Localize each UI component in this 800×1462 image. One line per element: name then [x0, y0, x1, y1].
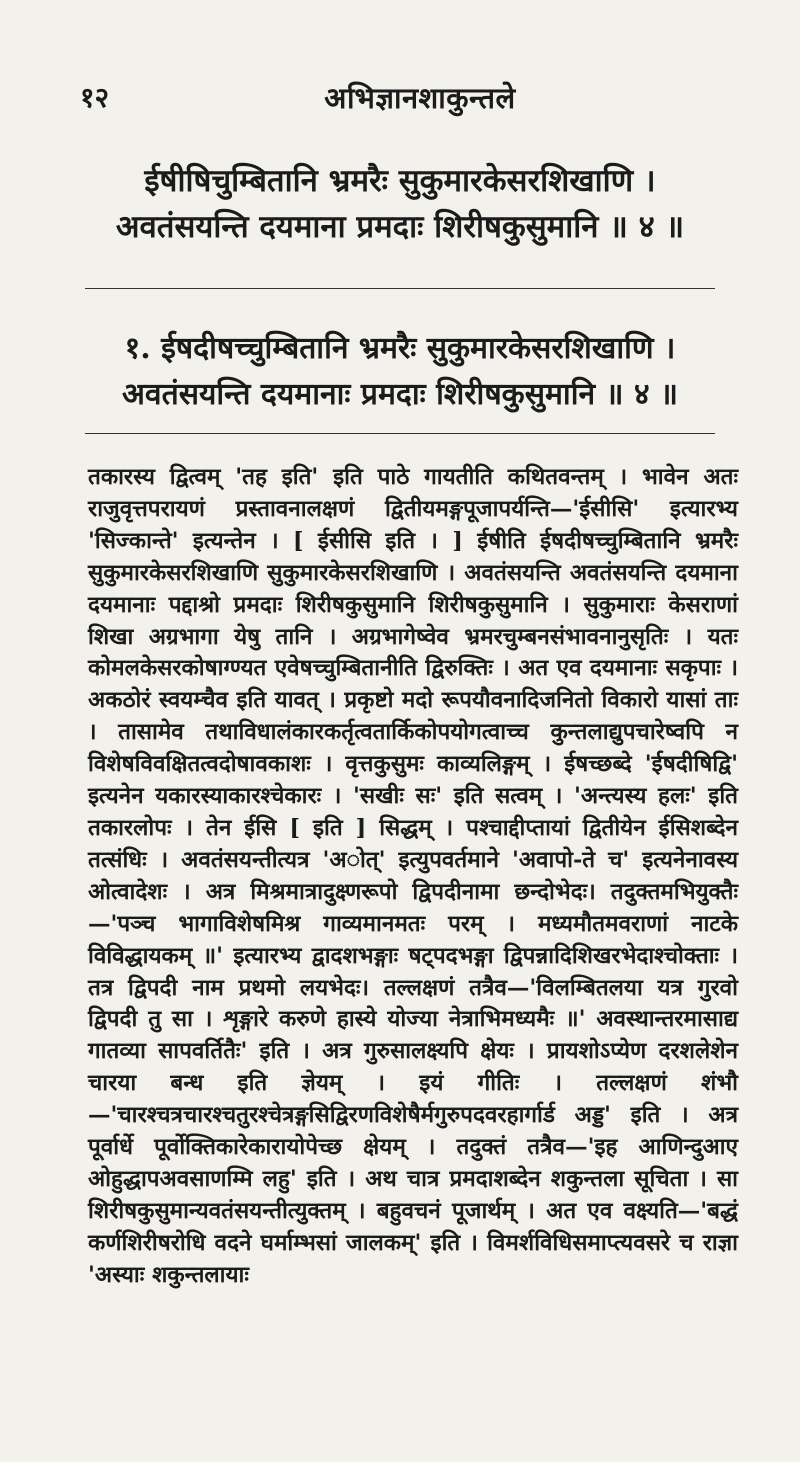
page-number: १२	[80, 81, 110, 114]
verse-line: अवतंसयन्ति दयमाना प्रमदाः शिरीषकुसुमानि ॥ ४ ॥	[115, 209, 685, 245]
divider	[85, 433, 715, 434]
verse-prakrit	[40, 158, 760, 250]
divider	[85, 288, 715, 289]
verse-sanskrit	[40, 326, 760, 418]
running-title: अभिज्ञानशाकुन्तले	[324, 81, 516, 115]
running-head	[80, 78, 760, 118]
verse-line: अवतंसयन्ति दयमानाः प्रमदाः शिरीषकुसुमानि ॥ ४ ॥	[122, 377, 678, 412]
commentary-text: तकारस्य द्वित्वम् 'तह इति' इति पाठे गायतीति कथितवन्तम् । भावेन अतः राजुवृत्तपरायणं प्रस्तावनालक्षणं द्वितीयमङ्गपूजापर्यन्ति—'ईसीसि' इत्यारभ्य 'सिज्कान्ते' इत्यन्तेन । [ ईसीसि इति । ] ईषीति ईषदीषच्चुम्बितानि भ्रमरैः सुकुमारकेसरशिखाणि सुकुमारकेसरशिखाणि । अवतंसयन्ति अवतंसयन्ति दयमाना दयमानाः पद्दाश्रो प्रमदाः शिरीषकुसुमानि शिरीषकुसुमानि । सुकुमाराः केसराणां शिखा अग्रभागा येषु तानि । अग्रभागेष्वेव भ्रमरचुम्बनसंभावनानुसृतिः । यतः कोमलकेसरकोषाग्ण्यत एवेषच्चुम्बितानीति द्विरुक्तिः । अत एव दयमानाः सकृपाः । अकठोरं स्वयम्चैव इति यावत् । प्रकृष्टो मदो रूपयौवनादिजनितो विकारो यासां ताः । तासामेव तथाविधालंकारकर्तृत्वतार्किकोपयोगत्वाच्च कुन्तलाद्युपचारेष्वपि न विशेषविवक्षितत्वदोषावकाशः । वृत्तकुसुमः काव्यलिङ्गम् । ईषच्छब्दे 'ईषदीषिद्वि' इत्यनेन यकारस्याकारश्चेकारः । 'सखीः सः' इति सत्वम् । 'अन्त्यस्य हलः' इति तकारलोपः । तेन ईसि [ इति ] सिद्धम् । पश्चाद्दीप्तायां द्वितीयेन ईसिशब्देन तत्संधिः । अवतंसयन्तीत्यत्र 'अोत्' इत्युपवर्तमाने 'अवापो-ते च' इत्यनेनावस्य ओत्वादेशः । अत्र मिश्रमात्रादुक्ष्णरूपो द्विपदीनामा छन्दोभेदः। तदुक्तमभियुक्तैः—'पञ्च भागाविशेषमिश्र गाव्यमानमतः परम् । मध्यमौतमवराणां नाटके विविद्धायकम् ॥' इत्यारभ्य द्वादशभङ्गाः षट्पदभङ्गा द्विपन्नादिशिखरभेदाश्चोक्ताः । तत्र द्विपदी नाम प्रथमो लयभेदः। तल्लक्षणं तत्रैव—'विलम्बितलया यत्र गुरवो द्विपदी तु सा । शृङ्गारे करुणे हास्ये योज्या नेत्राभिमध्यमैः ॥' अवस्थान्तरमासाद्य गातव्या सापवर्तितैः' इति । अत्र गुरुसालक्ष्यपि क्षेयः । प्रायशोऽप्येण दरशलेशेन चारया बन्ध इति ज्ञेयम् । इयं गीतिः । तल्लक्षणं शंभौ—'चारश्चत्रचारश्चतुरश्चेत्रङ्गसिद्विरणविशेषैर्मगुरुपदवरहार्गार्ड अड्ड' इति । अत्र पूर्वार्धे पूर्वोक्तिकारेकारायोपेच्छ क्षेयम् । तदुक्तं तत्रैव—'इह आणिन्दुआए ओहुद्धापअवसाणम्मि लहु' इति । अथ चात्र प्रमदाशब्देन शकुन्तला सूचिता । सा शिरीषकुसुमान्यवतंसयन्तीत्युक्तम् । बहुवचनं पूजार्थम् । अत एव वक्ष्यति—'बद्धं कर्णशिरीषरोधि वदने घर्माम्भसां जालकम्' इति । विमर्शविधिसमाप्त्यवसरे च राज्ञा 'अस्याः शकुन्तलायाः	[88, 464, 738, 1288]
verse-line: ईषीषिचुम्बितानि भ्रमरैः सुकुमारकेसरशिखाणि ।	[144, 163, 656, 199]
verse-line: १. ईषदीषच्चुम्बितानि भ्रमरैः सुकुमारकेसरशिखाणि ।	[124, 331, 676, 366]
